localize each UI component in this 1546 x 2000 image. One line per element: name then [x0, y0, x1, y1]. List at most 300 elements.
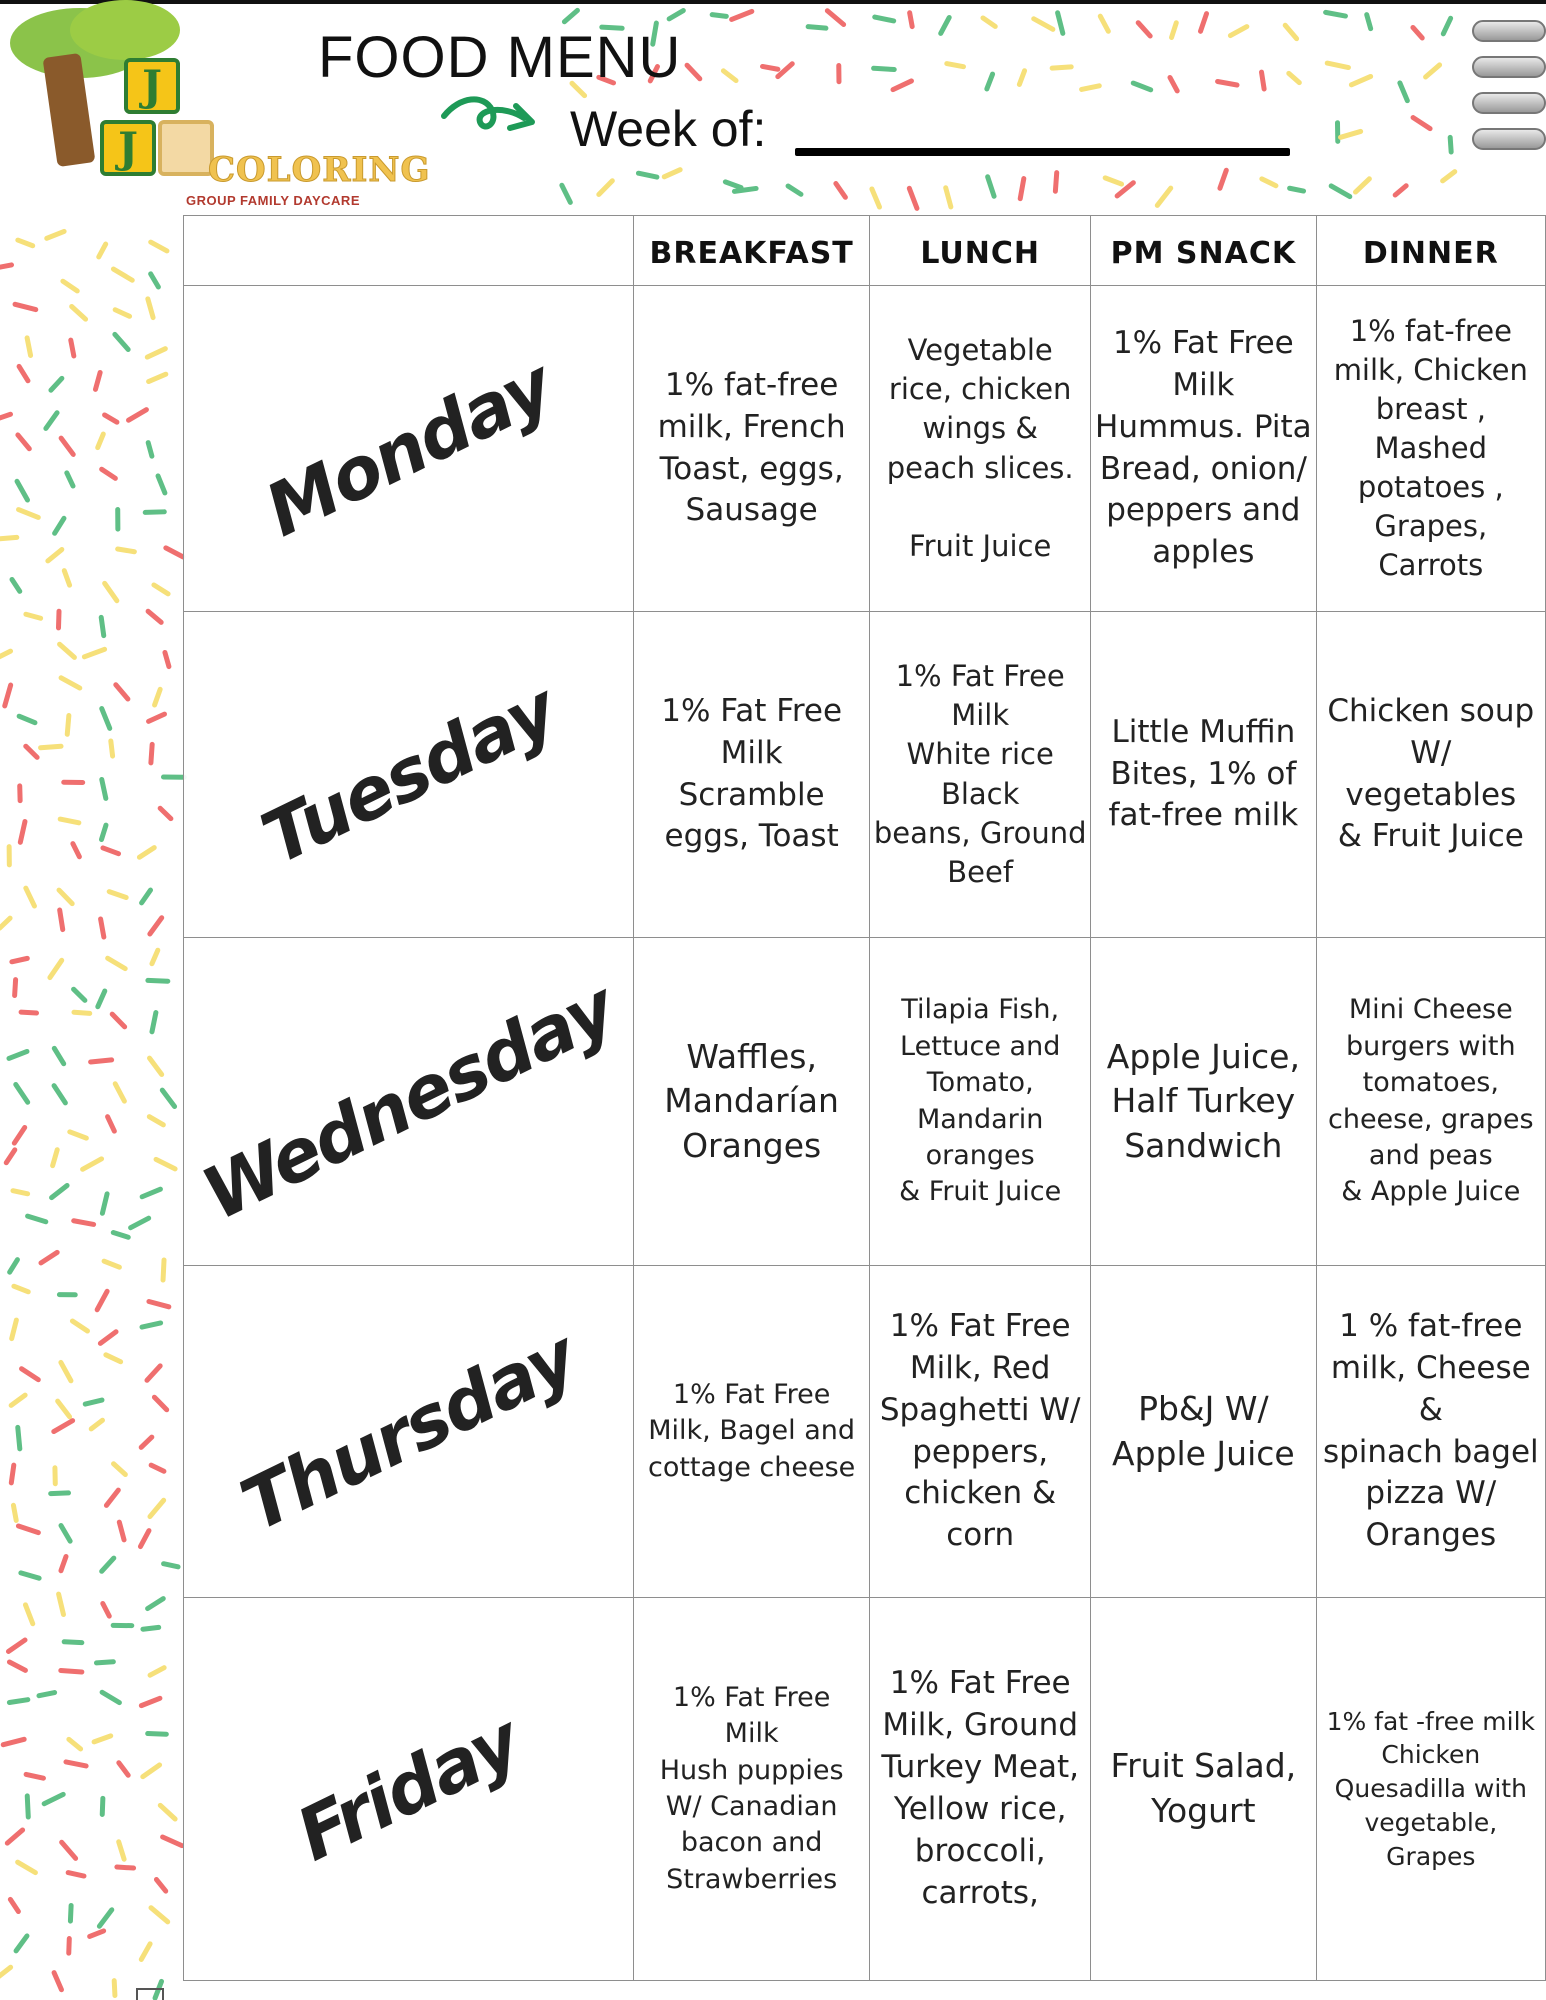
sprinkle — [141, 1437, 152, 1447]
food-menu-table — [183, 215, 1546, 1981]
sprinkle — [12, 958, 27, 961]
sprinkle — [98, 991, 105, 1007]
table-row — [184, 1266, 1546, 1598]
sprinkle — [1413, 27, 1422, 37]
sprinkle — [1055, 173, 1056, 192]
sprinkle — [142, 1323, 161, 1327]
sprinkle — [1019, 71, 1024, 85]
sprinkle — [99, 1910, 111, 1926]
sprinkle — [152, 950, 158, 964]
sprinkle — [564, 10, 577, 21]
sprinkle — [154, 1397, 166, 1410]
sprinkle — [70, 1132, 87, 1138]
sprinkle — [108, 958, 126, 968]
sprinkle — [61, 438, 73, 454]
sprinkle — [91, 1060, 112, 1062]
sprinkle — [1170, 77, 1177, 90]
sprinkle — [1426, 65, 1440, 77]
sprinkle — [60, 910, 63, 930]
sprinkle — [166, 548, 183, 557]
page-title: FOOD MENU — [318, 25, 682, 90]
sprinkle — [53, 1150, 58, 1166]
sprinkle — [156, 1159, 175, 1168]
tuesday-pm-snack: Little Muffin Bites, 1% of fat-free milk — [1091, 612, 1317, 938]
sprinkle — [163, 1260, 164, 1280]
sprinkle — [1351, 76, 1370, 84]
sprinkle — [18, 1526, 38, 1533]
sprinkle — [1138, 23, 1150, 36]
sprinkle — [1100, 16, 1108, 31]
sprinkle — [114, 1464, 126, 1475]
sprinkle — [16, 1936, 27, 1951]
sprinkle — [14, 1286, 28, 1292]
sprinkle — [60, 819, 79, 823]
sprinkle — [11, 1465, 13, 1483]
sprinkle — [21, 1573, 39, 1578]
wednesday-lunch: Tilapia Fish, Lettuce and Tomato, Mandarin oranges & Fruit Juice — [870, 938, 1091, 1266]
sprinkle — [13, 1505, 16, 1520]
sprinkle — [12, 579, 20, 591]
sprinkle — [151, 1465, 164, 1471]
sprinkle — [67, 715, 69, 734]
sprinkle — [54, 1048, 63, 1063]
sprinkle — [113, 1233, 128, 1238]
sprinkle — [687, 65, 700, 79]
sprinkle — [909, 188, 917, 208]
sprinkle — [84, 649, 104, 657]
spiral-binding-icon — [1472, 0, 1546, 170]
sprinkle — [155, 689, 161, 705]
sprinkle — [69, 1739, 81, 1749]
sprinkle — [109, 892, 126, 898]
sprinkle — [1105, 178, 1121, 184]
sprinkle — [1327, 63, 1348, 67]
sprinkle — [72, 306, 86, 319]
day-label-friday — [184, 1598, 634, 1981]
column-header-dinner: DINNER — [1316, 216, 1545, 286]
sprinkle — [102, 779, 106, 798]
sprinkle — [143, 1627, 159, 1629]
sprinkle — [95, 372, 100, 389]
sprinkle — [116, 685, 128, 699]
sprinkle — [74, 1221, 94, 1225]
spiral-ring — [1472, 92, 1546, 114]
sprinkle — [148, 611, 161, 622]
sprinkle — [74, 1012, 90, 1013]
sprinkle — [46, 413, 57, 429]
sprinkle — [1220, 170, 1226, 188]
sprinkle — [15, 304, 36, 309]
sprinkle — [48, 550, 62, 561]
sprinkle — [19, 366, 28, 380]
sprinkle — [141, 1944, 150, 1960]
sprinkle — [59, 1594, 64, 1614]
sprinkle — [101, 919, 104, 937]
sprinkle — [10, 1260, 18, 1273]
sprinkle — [0, 918, 10, 928]
sprinkle — [139, 848, 154, 858]
sprinkle — [61, 1671, 82, 1672]
header-row — [184, 216, 1546, 286]
tuesday-dinner: Chicken soup W/ vegetables & Fruit Juice — [1316, 612, 1545, 938]
sprinkle — [74, 989, 85, 1000]
sprinkle — [983, 18, 995, 26]
logo-block-blank — [158, 120, 214, 176]
sprinkle — [114, 1981, 115, 1996]
thursday-dinner: 1 % fat-free milk, Cheese & spinach bagel pizza W/ Oranges — [1316, 1266, 1545, 1598]
friday-dinner: 1% fat -free milk Chicken Quesadilla with vegetable, Grapes — [1316, 1598, 1545, 1981]
sprinkle — [54, 1086, 65, 1103]
sprinkle — [19, 716, 35, 722]
sprinkle — [105, 583, 117, 600]
sprinkle — [27, 1796, 28, 1817]
sprinkle — [72, 1321, 87, 1331]
sprinkle — [160, 808, 171, 818]
sprinkle — [151, 242, 167, 251]
spiral-ring — [1472, 56, 1546, 78]
sprinkle — [16, 1084, 28, 1102]
curly-arrow-icon — [440, 88, 550, 148]
sprinkle — [1230, 27, 1246, 36]
wednesday-breakfast: Waffles, Mandarían Oranges — [633, 938, 869, 1266]
sprinkle — [90, 1931, 104, 1936]
sprinkle — [1262, 72, 1265, 89]
sprinkle — [17, 481, 27, 500]
sprinkle — [19, 510, 39, 518]
sprinkle — [8, 1640, 25, 1651]
sprinkle — [1331, 186, 1350, 197]
sprinkle — [1413, 118, 1430, 129]
sprinkle — [18, 435, 29, 449]
sprinkle — [910, 13, 913, 27]
day-label-tuesday — [184, 612, 634, 938]
sprinkle — [1285, 25, 1296, 38]
sprinkle — [91, 1420, 102, 1429]
sprinkle — [763, 66, 778, 69]
sprinkle — [562, 185, 571, 202]
sprinkle — [1443, 172, 1455, 181]
sprinkle — [14, 1127, 24, 1143]
sprinkle — [1443, 18, 1450, 34]
logo-word: COLORING — [208, 150, 431, 190]
sprinkle — [102, 709, 110, 729]
sprinkle — [60, 644, 75, 657]
sprinkle — [5, 685, 11, 706]
day-label-wednesday — [184, 938, 634, 1266]
sprinkle — [102, 1798, 103, 1814]
sprinkle — [599, 181, 613, 195]
sprinkle — [102, 1194, 107, 1213]
sprinkle — [102, 1558, 114, 1571]
sprinkle — [1082, 86, 1100, 90]
sprinkle — [119, 1842, 124, 1859]
sprinkle — [149, 1117, 163, 1125]
sprinkle — [669, 11, 683, 19]
sprinkle — [143, 1765, 160, 1777]
sprinkle — [893, 81, 912, 90]
day-name: Thursday — [228, 1314, 588, 1548]
sprinkle — [50, 960, 62, 977]
sprinkle — [101, 825, 105, 839]
sprinkle — [808, 27, 826, 29]
corner-cell — [184, 216, 634, 286]
sprinkle — [98, 434, 104, 448]
sprinkle — [12, 1320, 17, 1339]
sprinkle — [147, 1366, 160, 1380]
sprinkle — [83, 1159, 102, 1169]
sprinkle — [1450, 137, 1451, 152]
sprinkle — [150, 1058, 162, 1074]
sprinkle — [27, 338, 30, 356]
friday-lunch: 1% Fat Free Milk, Ground Turkey Meat, Yellow rice, broccoli, carrots, — [870, 1598, 1091, 1981]
sprinkle — [149, 714, 165, 721]
table-row — [184, 286, 1546, 612]
column-header-pm-snack: PM SNACK — [1091, 216, 1317, 286]
sprinkle — [158, 476, 165, 493]
day-label-monday — [184, 286, 634, 612]
sprinkle — [115, 310, 129, 317]
sprinkle — [152, 1013, 156, 1032]
sprinkle — [41, 1252, 57, 1263]
sprinkle — [145, 512, 164, 513]
sprinkle — [150, 1668, 164, 1676]
day-name: Friday — [284, 1699, 532, 1878]
sprinkle — [9, 1051, 27, 1058]
sprinkle — [119, 1522, 124, 1540]
sprinkle — [85, 1400, 102, 1404]
sprinkle — [106, 1490, 118, 1505]
sprinkle — [148, 1734, 167, 1735]
sprinkle — [723, 71, 736, 81]
sprinkle — [638, 173, 656, 177]
sprinkle — [41, 746, 61, 747]
sprinkle — [1172, 23, 1177, 38]
sprinkle — [61, 1362, 71, 1380]
sprinkle — [664, 170, 680, 177]
sprinkle — [1290, 188, 1304, 191]
sprinkle — [148, 443, 152, 457]
logo-block-j-top: J — [124, 58, 180, 114]
monday-dinner: 1% fat-free milk, Chicken breast , Mashed potatoes , Grapes, Carrots — [1316, 286, 1545, 612]
sprinkle — [55, 518, 64, 533]
sprinkle — [712, 15, 726, 17]
monday-breakfast: 1% fat-free milk, French Toast, eggs, Sausage — [633, 286, 869, 612]
sprinkle — [142, 890, 151, 903]
sprinkle — [102, 1692, 119, 1702]
week-of-blank-line[interactable] — [795, 148, 1290, 156]
monday-pm-snack: 1% Fat Free Milk Hummus. Pita Bread, onion/ peppers and apples — [1091, 286, 1317, 612]
sprinkle — [47, 231, 64, 238]
sprinkle — [154, 585, 168, 594]
sprinkle — [26, 888, 35, 906]
sprinkle — [1367, 15, 1371, 29]
sprinkle — [1326, 12, 1346, 16]
sprinkle — [119, 1763, 128, 1776]
sprinkle — [1289, 73, 1300, 82]
sprinkle — [3, 1739, 24, 1744]
sprinkle — [69, 1939, 70, 1954]
sprinkle — [131, 1218, 149, 1228]
table-row — [184, 938, 1546, 1266]
sprinkle — [1020, 179, 1024, 199]
sprinkle — [102, 469, 116, 478]
sprinkle — [97, 1291, 107, 1309]
sprinkle — [1034, 19, 1053, 30]
sprinkle — [58, 1401, 70, 1417]
page-corner-mark — [136, 1988, 164, 2000]
sprinkle — [7, 1830, 22, 1843]
sprinkle — [73, 844, 80, 857]
sprinkle — [1200, 14, 1206, 32]
sprinkle — [163, 1837, 182, 1846]
column-header-lunch: LUNCH — [870, 216, 1091, 286]
sprinkle — [62, 1842, 76, 1858]
sprinkle — [150, 918, 162, 934]
sprinkle — [68, 1873, 84, 1876]
sprinkle — [70, 1905, 71, 1921]
sprinkle — [1157, 188, 1170, 205]
sprinkle — [103, 848, 119, 854]
sprinkle — [827, 11, 843, 25]
sprinkle — [105, 415, 117, 422]
sprinkle — [21, 1012, 36, 1013]
sprinkle — [54, 1421, 73, 1432]
tree-leaves — [70, 0, 180, 60]
sprinkle — [1052, 67, 1071, 68]
sprinkle — [20, 822, 25, 843]
sprinkle — [1058, 13, 1063, 34]
sprinkle — [0, 651, 11, 657]
sprinkle — [63, 281, 77, 291]
sprinkle — [1395, 186, 1406, 195]
wednesday-pm-snack: Apple Juice, Half Turkey Sandwich — [1091, 938, 1317, 1266]
friday-pm-snack: Fruit Salad, Yogurt — [1091, 1598, 1317, 1981]
sprinkle — [9, 1700, 27, 1703]
sprinkle — [725, 182, 741, 188]
sprinkle — [6, 1150, 15, 1163]
sprinkle — [732, 11, 752, 19]
sprinkle — [51, 1493, 69, 1494]
tuesday-lunch: 1% Fat Free Milk White rice Black beans, Ground Beef — [870, 612, 1091, 938]
sprinkle — [151, 1908, 168, 1922]
sprinkle — [61, 678, 80, 688]
sprinkle — [101, 617, 104, 635]
column-header-breakfast: BREAKFAST — [633, 216, 869, 286]
sprinkle — [113, 269, 132, 280]
sprinkle — [1262, 179, 1276, 186]
sprinkle — [96, 1662, 113, 1663]
day-label-thursday — [184, 1266, 634, 1598]
friday-breakfast: 1% Fat Free Milk Hush puppies W/ Canadian bacon and Strawberries — [633, 1598, 869, 1981]
sprinkle — [149, 1302, 169, 1307]
sprinkle — [988, 177, 994, 197]
sprinkle — [25, 1605, 32, 1624]
sprinkle — [22, 1369, 39, 1380]
spiral-ring — [1472, 20, 1546, 42]
sprinkle — [148, 980, 168, 981]
sprinkle — [112, 1014, 124, 1027]
sprinkle — [875, 17, 894, 21]
sprinkle — [99, 244, 106, 257]
sprinkle — [0, 265, 12, 269]
sprinkle — [150, 1500, 164, 1516]
sprinkle — [734, 188, 756, 191]
sprinkle — [1133, 83, 1150, 90]
sprinkle — [61, 1526, 70, 1542]
sprinkle — [9, 1662, 25, 1670]
sprinkle — [18, 1862, 36, 1872]
logo-block-j-bottom: J — [100, 120, 156, 176]
thursday-lunch: 1% Fat Free Milk, Red Spaghetti W/ peppers, chicken & corn — [870, 1266, 1091, 1598]
spiral-ring — [1472, 128, 1546, 150]
sprinkle — [18, 240, 33, 246]
sprinkle — [0, 537, 17, 539]
sprinkle — [100, 1332, 116, 1344]
day-name: Tuesday — [248, 667, 568, 881]
sprinkle — [874, 68, 895, 69]
sprinkle — [148, 299, 153, 318]
sprinkle — [788, 186, 801, 194]
sprinkle — [160, 1805, 175, 1819]
sprinkle — [148, 1599, 164, 1609]
sprinkle — [64, 571, 69, 586]
sprinkle — [165, 652, 169, 666]
sprinkle — [1341, 131, 1361, 137]
sprinkle — [1218, 81, 1237, 85]
sprinkle — [151, 744, 152, 763]
sprinkle — [947, 64, 964, 67]
day-name: Monday — [252, 343, 564, 553]
sprinkle — [58, 611, 59, 628]
sprinkle — [836, 184, 846, 198]
sprinkle — [0, 1967, 11, 1980]
sprinkle — [1355, 179, 1369, 192]
sprinkle — [59, 890, 72, 904]
sprinkle — [151, 274, 159, 287]
sprinkle — [103, 1604, 109, 1617]
sprinkle — [987, 74, 993, 89]
sprinkle — [44, 1794, 63, 1803]
sprinkle — [1400, 83, 1407, 101]
sprinkle — [115, 1084, 124, 1101]
sprinkle — [941, 17, 950, 33]
sprinkle — [28, 1216, 46, 1222]
sprinkle — [39, 1693, 55, 1696]
sprinkle — [67, 473, 73, 486]
sprinkle — [11, 1395, 25, 1405]
sprinkle — [946, 188, 951, 207]
sprinkle — [872, 189, 880, 207]
logo-tagline: GROUP FAMILY DAYCARE — [186, 193, 360, 208]
sprinkle — [111, 741, 113, 756]
sprinkle — [26, 1774, 43, 1778]
sprinkle — [71, 340, 74, 356]
sprinkle — [94, 1736, 111, 1742]
sprinkle — [15, 980, 16, 996]
monday-lunch: Vegetable rice, chicken wings & peach slices. Fruit Juice — [870, 286, 1091, 612]
sprinkle — [108, 1117, 115, 1131]
sprinkle — [115, 334, 128, 349]
sprinkle — [147, 349, 165, 357]
sprinkle — [142, 1189, 160, 1197]
table-row — [184, 612, 1546, 938]
sprinkle — [149, 374, 166, 381]
sprinkle — [13, 1191, 28, 1194]
sprinkle — [64, 1642, 82, 1643]
sprinkle — [104, 1261, 119, 1267]
thursday-pm-snack: Pb&J W/ Apple Juice — [1091, 1266, 1317, 1598]
sprinkle — [118, 549, 135, 552]
